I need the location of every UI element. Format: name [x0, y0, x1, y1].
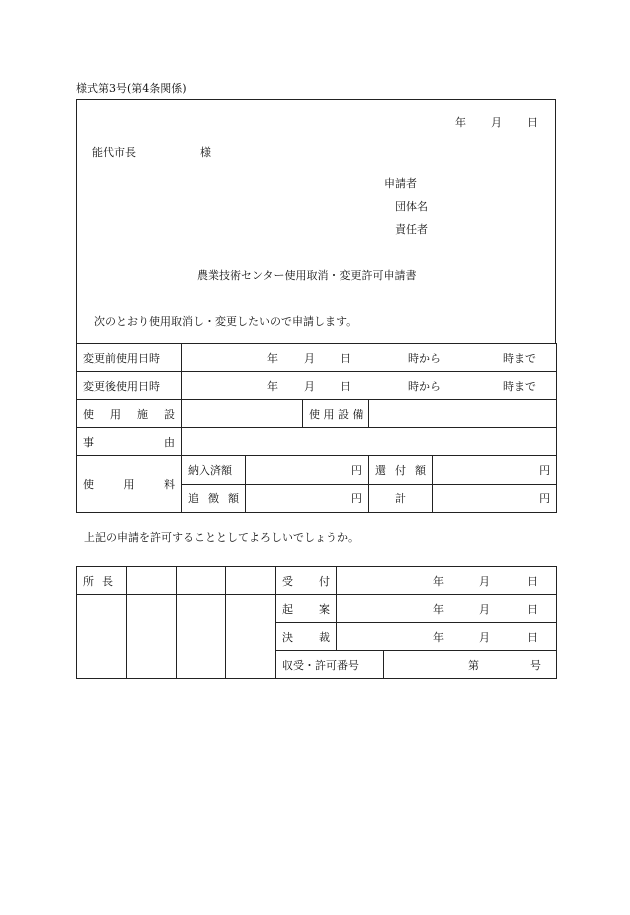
equipment-field[interactable]: [369, 400, 557, 428]
paid-amount-field[interactable]: 円: [246, 456, 369, 485]
before-datetime-row: [77, 344, 557, 372]
office-table: [76, 566, 557, 679]
additional-amount-field[interactable]: 円: [246, 484, 369, 513]
approval-question: 上記の申請を許可することとしてよろしいでしょうか。: [84, 531, 359, 544]
seal-area-2[interactable]: [177, 595, 226, 679]
additional-label: 追 徴 額: [182, 484, 246, 513]
usage-table: [76, 343, 557, 513]
after-datetime-label: 変更後使用日時: [77, 372, 182, 400]
facility-field[interactable]: [182, 400, 303, 428]
form-number: 様式第3号(第4条関係): [76, 82, 187, 95]
application-frame: [76, 99, 556, 343]
seal-box-2[interactable]: [177, 567, 226, 595]
director-label: 所 長: [77, 567, 127, 595]
seal-box-3[interactable]: [226, 567, 276, 595]
after-datetime-field[interactable]: 年 月 日 時から 時まで: [182, 372, 557, 400]
facility-label: 使 用 施 設: [77, 400, 182, 428]
seal-area-3[interactable]: [226, 595, 276, 679]
addressee-honorific: 様: [200, 146, 211, 159]
permit-number-label: 収受・許可番号: [276, 651, 384, 679]
group-name-label: 団体名: [395, 200, 428, 213]
permit-number-field[interactable]: 第 号: [384, 651, 557, 679]
document-title: 農業技術センター使用取消・変更許可申請書: [197, 269, 417, 282]
draft-label: 起 案: [276, 595, 337, 623]
refund-label: 還 付 額: [369, 456, 433, 485]
date-year: 年: [455, 116, 466, 129]
addressee-name: 能代市長: [92, 146, 136, 159]
reason-label: 事 由: [77, 428, 182, 456]
refund-amount-field[interactable]: 円: [433, 456, 557, 485]
decision-label: 決 裁: [276, 623, 337, 651]
reason-row: [77, 428, 557, 456]
date-month: 月: [491, 116, 502, 129]
fee-row-paid: [77, 456, 557, 485]
reason-field[interactable]: [182, 428, 557, 456]
draft-date-field[interactable]: 年 月 日: [337, 595, 557, 623]
received-date-field[interactable]: 年 月 日: [337, 567, 557, 595]
date-day: 日: [527, 116, 538, 129]
decision-date-field[interactable]: 年 月 日: [337, 623, 557, 651]
received-label: 受 付: [276, 567, 337, 595]
applicant-label: 申請者: [384, 177, 417, 190]
fee-label: 使 用 料: [77, 456, 182, 513]
after-datetime-row: [77, 372, 557, 400]
equipment-label: 使 用 設 備: [303, 400, 369, 428]
intro-text: 次のとおり使用取消し・変更したいので申請します。: [94, 315, 358, 328]
paid-label: 納入済額: [182, 456, 246, 485]
seal-area-1[interactable]: [127, 595, 177, 679]
before-datetime-label: 変更前使用日時: [77, 344, 182, 372]
facility-row: [77, 400, 557, 428]
total-label: 計: [369, 484, 433, 513]
director-seal-area[interactable]: [77, 595, 127, 679]
responsible-label: 責任者: [395, 223, 428, 236]
seal-box-1[interactable]: [127, 567, 177, 595]
total-amount-field[interactable]: 円: [433, 484, 557, 513]
before-datetime-field[interactable]: 年 月 日 時から 時まで: [182, 344, 557, 372]
